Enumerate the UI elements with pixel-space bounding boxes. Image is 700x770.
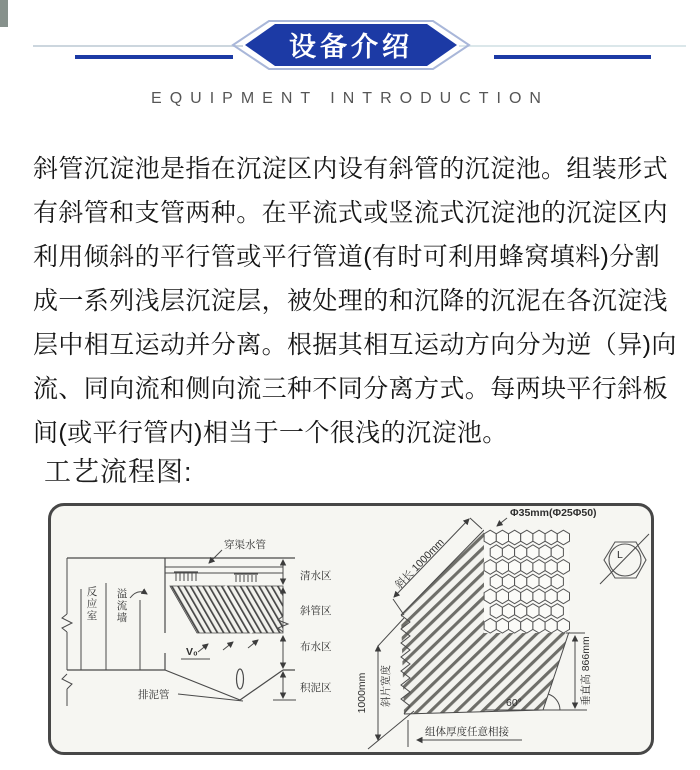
sludge-pipe-outlet [237,669,244,689]
honeycomb-cell [551,545,563,560]
sheet-width-label: 斜片宽度 [380,665,392,707]
honeycomb-cell [557,560,569,575]
honeycomb-cell [551,574,563,589]
sludge-hopper [165,670,283,700]
honeycomb-cell [527,545,539,560]
honeycomb-cell [557,589,569,604]
honeycomb-cell [539,574,551,589]
angle-label: 60° [506,697,522,709]
honeycomb-cell [533,589,545,604]
honeycomb-cell [527,604,539,619]
intro-text-line: 流、同向流和侧向流三种不同分离方式。每两块平行斜板 [33,375,669,403]
header-accent-line-left [75,55,233,59]
top-pipe-leader [209,550,222,563]
honeycomb-cell [545,589,557,604]
honeycomb-cell [502,604,514,619]
zone-label-clear: 清水区 [300,570,332,582]
honeycomb-cell [539,604,551,619]
honeycomb-cell [484,589,496,604]
honeycomb-cell [490,574,502,589]
flow-arrow [198,644,208,652]
honeycomb-cell [496,618,508,633]
honeycomb-cell [539,545,551,560]
honeycomb-cell [521,560,533,575]
honeycomb-cell [509,530,521,545]
sludge-pipe-label: 排泥管 [138,689,170,701]
intro-text-line: 利用倾斜的平行管或平行管道(有时可利用蜂窝填料)分割 [33,243,661,271]
honeycomb-cell [521,589,533,604]
honeycomb-cell [490,545,502,560]
honeycomb-cell [533,530,545,545]
intro-text-line: 成一系列浅层沉淀层，被处理的和沉降的沉泥在各沉淀浅 [33,287,669,315]
zone-label-tube: 斜管区 [300,605,332,617]
honeycomb-cell [509,618,521,633]
honeycomb-cell [521,530,533,545]
width-1000-label: 1000mm [356,672,368,714]
honeycomb-cell [484,618,496,633]
honeycomb-cell [490,604,502,619]
break-squiggle [62,674,72,689]
honeycomb-cell [521,618,533,633]
honeycomb-cell [509,589,521,604]
honeycomb-cell [557,530,569,545]
honeycomb-cell [509,560,521,575]
honeycomb-cell [527,574,539,589]
honeycomb-cell [496,560,508,575]
inclined-tube-zone [170,586,283,633]
honeycomb-cell [533,560,545,575]
honeycomb-cell [545,618,557,633]
process-flow-diagram [48,503,654,755]
tube-module-drawing [356,507,649,749]
pipe-perforations [176,573,196,581]
honeycomb-cell [533,618,545,633]
intro-text-line: 有斜管和支管两种。在平流式或竖流式沉淀池的沉淀区内 [33,199,669,227]
top-pipe-label: 穿渠水管 [224,539,266,551]
honeycomb-cell [496,589,508,604]
hex-detail-circle [609,544,641,576]
honeycomb-cell [515,574,527,589]
header-thin-line-left [33,45,243,47]
intro-text-line: 层中相互运动并分离。根据其相互运动方向分为逆（异)向 [33,331,677,359]
honeycomb-cell [484,530,496,545]
honeycomb-cell [545,560,557,575]
break-squiggle [62,614,72,632]
honeycomb-cell [557,618,569,633]
header-thin-line-right [459,45,686,47]
intro-text-line: 斜管沉淀池是指在沉淀区内设有斜管的沉淀池。组装形式 [33,155,669,183]
tank-cross-section [62,538,332,706]
overflow-arrow [130,592,147,598]
diagram-drawing [51,506,651,752]
flow-arrow [248,640,258,648]
honeycomb-cell [515,545,527,560]
overflow-wall-label: 溢流墙 [116,588,128,624]
vertical-height-label: 垂直高 866mm [580,636,592,706]
honeycomb-cell [545,530,557,545]
slant-length-label: 斜长 1000mm [393,536,447,592]
pipe-perforations [236,575,256,582]
flow-arrow [223,642,233,650]
zone-label-sludge: 积泥区 [300,682,332,694]
page-title: 设备介绍 [289,31,413,62]
honeycomb-cell [502,545,514,560]
honeycomb-cell [502,574,514,589]
intro-text-line: 间(或平行管内)相当于一个很浅的沉淀池。 [33,419,508,447]
intro-paragraph [33,147,677,455]
honeycomb-cell [551,604,563,619]
joint-note-label: 组体厚度任意相接 [425,726,509,738]
diameter-label: Φ35mm(Φ25Φ50) [510,507,597,519]
honeycomb-cell [484,560,496,575]
v0-label: V₀ [186,646,198,658]
process-flow-heading: 工艺流程图: [44,457,193,487]
page-subtitle: EQUIPMENT INTRODUCTION [151,90,549,107]
diameter-leader [497,518,507,526]
hex-detail-letter: L [617,549,623,561]
angle-arc [548,694,560,710]
section-header [0,0,700,132]
header-accent-line-right [494,55,651,59]
zone-label-distribute: 布水区 [300,641,332,653]
honeycomb-cell [496,530,508,545]
reaction-room-label: 反应室 [86,586,98,622]
honeycomb-cell [515,604,527,619]
hex-detail-outline [604,542,646,578]
